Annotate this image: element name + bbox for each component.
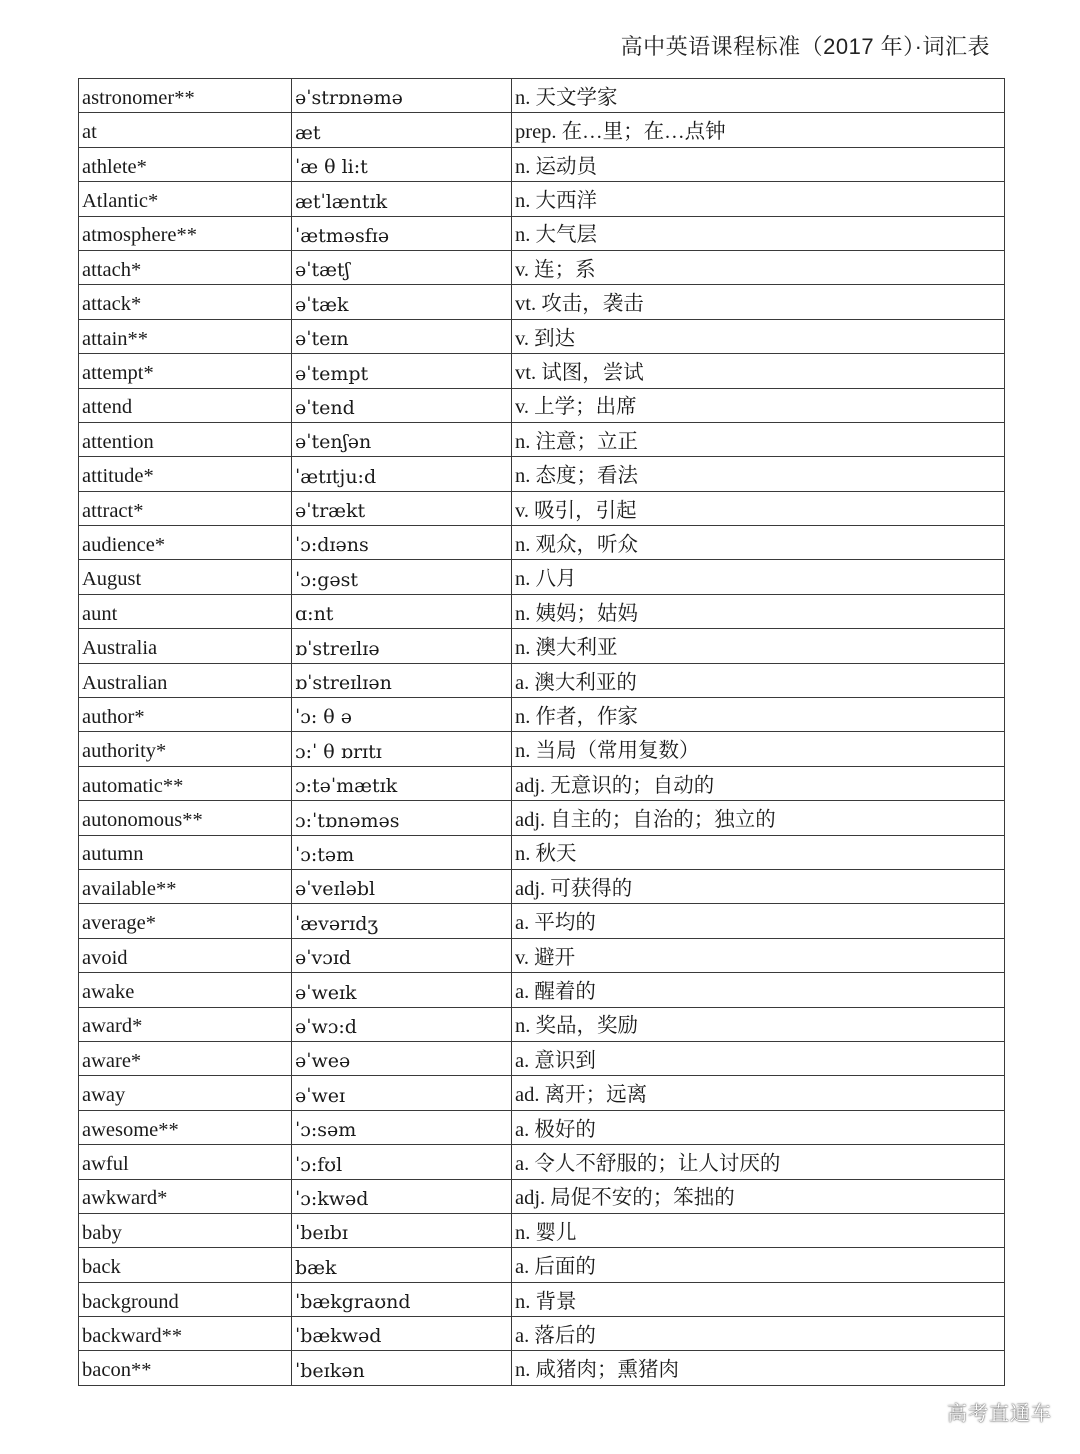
table-row <box>79 1282 1005 1316</box>
word-cell: aunt <box>79 594 292 628</box>
word-cell: author* <box>79 698 292 732</box>
word-cell: attend <box>79 388 292 422</box>
table-row <box>79 1351 1005 1385</box>
meaning-cell: n. 天文学家 <box>512 79 1005 113</box>
table-row <box>79 1110 1005 1144</box>
table-row <box>79 663 1005 697</box>
word-cell: Australian <box>79 663 292 697</box>
meaning-cell: ad. 离开；远离 <box>512 1076 1005 1110</box>
phonetic-cell: əˈweɪ <box>292 1076 512 1110</box>
word-cell: award* <box>79 1007 292 1041</box>
meaning-cell: n. 秋天 <box>512 835 1005 869</box>
phonetic-cell: ɑ:nt <box>292 594 512 628</box>
phonetic-cell: æt <box>292 113 512 147</box>
table-row <box>79 801 1005 835</box>
word-cell: automatic** <box>79 766 292 800</box>
meaning-cell: n. 作者，作家 <box>512 698 1005 732</box>
table-row <box>79 388 1005 422</box>
word-cell: awake <box>79 973 292 1007</box>
meaning-cell: adj. 无意识的；自动的 <box>512 766 1005 800</box>
table-row <box>79 182 1005 216</box>
word-cell: baby <box>79 1213 292 1247</box>
meaning-cell: n. 大气层 <box>512 216 1005 250</box>
word-cell: awkward* <box>79 1179 292 1213</box>
phonetic-cell: ˈɔ:kwəd <box>292 1179 512 1213</box>
phonetic-cell: əˈwɔ:d <box>292 1007 512 1041</box>
table-row <box>79 869 1005 903</box>
phonetic-cell: ætˈlæntɪk <box>292 182 512 216</box>
meaning-cell: vt. 攻击，袭击 <box>512 285 1005 319</box>
phonetic-cell: ˈbækwəd <box>292 1317 512 1351</box>
meaning-cell: n. 态度；看法 <box>512 457 1005 491</box>
table-row <box>79 354 1005 388</box>
word-cell: background <box>79 1282 292 1316</box>
phonetic-cell: əˈveɪləbl <box>292 869 512 903</box>
meaning-cell: n. 八月 <box>512 560 1005 594</box>
table-row <box>79 250 1005 284</box>
word-cell: autonomous** <box>79 801 292 835</box>
word-cell: at <box>79 113 292 147</box>
table-row <box>79 147 1005 181</box>
meaning-cell: a. 极好的 <box>512 1110 1005 1144</box>
meaning-cell: vt. 试图，尝试 <box>512 354 1005 388</box>
vocabulary-table <box>78 78 1005 1386</box>
phonetic-cell: ˈætɪtju:d <box>292 457 512 491</box>
table-row <box>79 938 1005 972</box>
word-cell: avoid <box>79 938 292 972</box>
word-cell: audience* <box>79 526 292 560</box>
table-row <box>79 216 1005 250</box>
meaning-cell: adj. 局促不安的；笨拙的 <box>512 1179 1005 1213</box>
phonetic-cell: ˈɔ:fʊl <box>292 1145 512 1179</box>
table-row <box>79 1041 1005 1075</box>
word-cell: available** <box>79 869 292 903</box>
meaning-cell: n. 背景 <box>512 1282 1005 1316</box>
word-cell: average* <box>79 904 292 938</box>
table-row <box>79 422 1005 456</box>
meaning-cell: adj. 可获得的 <box>512 869 1005 903</box>
phonetic-cell: ˈævərɪdʒ <box>292 904 512 938</box>
word-cell: attack* <box>79 285 292 319</box>
table-row <box>79 1007 1005 1041</box>
word-cell: awesome** <box>79 1110 292 1144</box>
meaning-cell: n. 婴儿 <box>512 1213 1005 1247</box>
table-row <box>79 1248 1005 1282</box>
table-row <box>79 732 1005 766</box>
phonetic-cell: əˈstrɒnəmə <box>292 79 512 113</box>
phonetic-cell: əˈtætʃ <box>292 250 512 284</box>
meaning-cell: a. 意识到 <box>512 1041 1005 1075</box>
word-cell: attempt* <box>79 354 292 388</box>
table-row <box>79 113 1005 147</box>
phonetic-cell: ˈbækgraʊnd <box>292 1282 512 1316</box>
word-cell: Atlantic* <box>79 182 292 216</box>
word-cell: back <box>79 1248 292 1282</box>
phonetic-cell: ˈɔ:gəst <box>292 560 512 594</box>
meaning-cell: n. 咸猪肉；熏猪肉 <box>512 1351 1005 1385</box>
meaning-cell: n. 当局（常用复数） <box>512 732 1005 766</box>
phonetic-cell: əˈtend <box>292 388 512 422</box>
meaning-cell: a. 平均的 <box>512 904 1005 938</box>
phonetic-cell: ˈæ θ li:t <box>292 147 512 181</box>
word-cell: away <box>79 1076 292 1110</box>
phonetic-cell: əˈweɪk <box>292 973 512 1007</box>
word-cell: aware* <box>79 1041 292 1075</box>
meaning-cell: v. 上学；出席 <box>512 388 1005 422</box>
meaning-cell: a. 落后的 <box>512 1317 1005 1351</box>
meaning-cell: adj. 自主的；自治的；独立的 <box>512 801 1005 835</box>
table-row <box>79 835 1005 869</box>
table-row <box>79 457 1005 491</box>
phonetic-cell: ɒˈstreɪlɪə <box>292 629 512 663</box>
phonetic-cell: əˈvɔɪd <box>292 938 512 972</box>
meaning-cell: n. 澳大利亚 <box>512 629 1005 663</box>
table-row <box>79 1179 1005 1213</box>
table-row <box>79 698 1005 732</box>
meaning-cell: n. 奖品，奖励 <box>512 1007 1005 1041</box>
table-row <box>79 1213 1005 1247</box>
phonetic-cell: əˈtrækt <box>292 491 512 525</box>
table-row <box>79 560 1005 594</box>
phonetic-cell: əˈtempt <box>292 354 512 388</box>
word-cell: atmosphere** <box>79 216 292 250</box>
phonetic-cell: əˈteɪn <box>292 319 512 353</box>
meaning-cell: v. 连；系 <box>512 250 1005 284</box>
phonetic-cell: ˈætməsfɪə <box>292 216 512 250</box>
phonetic-cell: əˈtenʃən <box>292 422 512 456</box>
word-cell: athlete* <box>79 147 292 181</box>
table-row <box>79 904 1005 938</box>
meaning-cell: a. 澳大利亚的 <box>512 663 1005 697</box>
phonetic-cell: ˈɔ:dɪəns <box>292 526 512 560</box>
word-cell: authority* <box>79 732 292 766</box>
word-cell: August <box>79 560 292 594</box>
meaning-cell: v. 吸引，引起 <box>512 491 1005 525</box>
table-row <box>79 594 1005 628</box>
phonetic-cell: əˈweə <box>292 1041 512 1075</box>
meaning-cell: n. 大西洋 <box>512 182 1005 216</box>
word-cell: attain** <box>79 319 292 353</box>
phonetic-cell: ˈbeɪkən <box>292 1351 512 1385</box>
word-cell: bacon** <box>79 1351 292 1385</box>
word-cell: attention <box>79 422 292 456</box>
word-cell: attitude* <box>79 457 292 491</box>
meaning-cell: n. 观众，听众 <box>512 526 1005 560</box>
phonetic-cell: ɔ:ˈtɒnəməs <box>292 801 512 835</box>
table-row <box>79 766 1005 800</box>
phonetic-cell: əˈtæk <box>292 285 512 319</box>
watermark: 高考直通车 <box>947 1403 1052 1425</box>
table-row <box>79 629 1005 663</box>
meaning-cell: n. 运动员 <box>512 147 1005 181</box>
phonetic-cell: bæk <box>292 1248 512 1282</box>
phonetic-cell: ɔ:təˈmætɪk <box>292 766 512 800</box>
word-cell: awful <box>79 1145 292 1179</box>
phonetic-cell: ɔ:ˈ θ ɒrɪtɪ <box>292 732 512 766</box>
phonetic-cell: ɒˈstreɪlɪən <box>292 663 512 697</box>
meaning-cell: a. 后面的 <box>512 1248 1005 1282</box>
table-row <box>79 491 1005 525</box>
table-row <box>79 285 1005 319</box>
phonetic-cell: ˈɔ: θ ə <box>292 698 512 732</box>
table-row <box>79 1317 1005 1351</box>
phonetic-cell: ˈɔ:təm <box>292 835 512 869</box>
phonetic-cell: ˈɔ:səm <box>292 1110 512 1144</box>
meaning-cell: v. 到达 <box>512 319 1005 353</box>
meaning-cell: a. 醒着的 <box>512 973 1005 1007</box>
word-cell: Australia <box>79 629 292 663</box>
word-cell: astronomer** <box>79 79 292 113</box>
table-row <box>79 973 1005 1007</box>
word-cell: attract* <box>79 491 292 525</box>
meaning-cell: a. 令人不舒服的；让人讨厌的 <box>512 1145 1005 1179</box>
table-row <box>79 79 1005 113</box>
word-cell: attach* <box>79 250 292 284</box>
phonetic-cell: ˈbeɪbɪ <box>292 1213 512 1247</box>
word-cell: autumn <box>79 835 292 869</box>
page-title: 高中英语课程标准（2017 年）·词汇表 <box>620 34 990 59</box>
table-row <box>79 526 1005 560</box>
table-row <box>79 1145 1005 1179</box>
table-row <box>79 1076 1005 1110</box>
meaning-cell: prep. 在…里；在…点钟 <box>512 113 1005 147</box>
meaning-cell: n. 姨妈；姑妈 <box>512 594 1005 628</box>
vocabulary-table-body <box>79 79 1005 1386</box>
meaning-cell: n. 注意；立正 <box>512 422 1005 456</box>
table-row <box>79 319 1005 353</box>
meaning-cell: v. 避开 <box>512 938 1005 972</box>
word-cell: backward** <box>79 1317 292 1351</box>
